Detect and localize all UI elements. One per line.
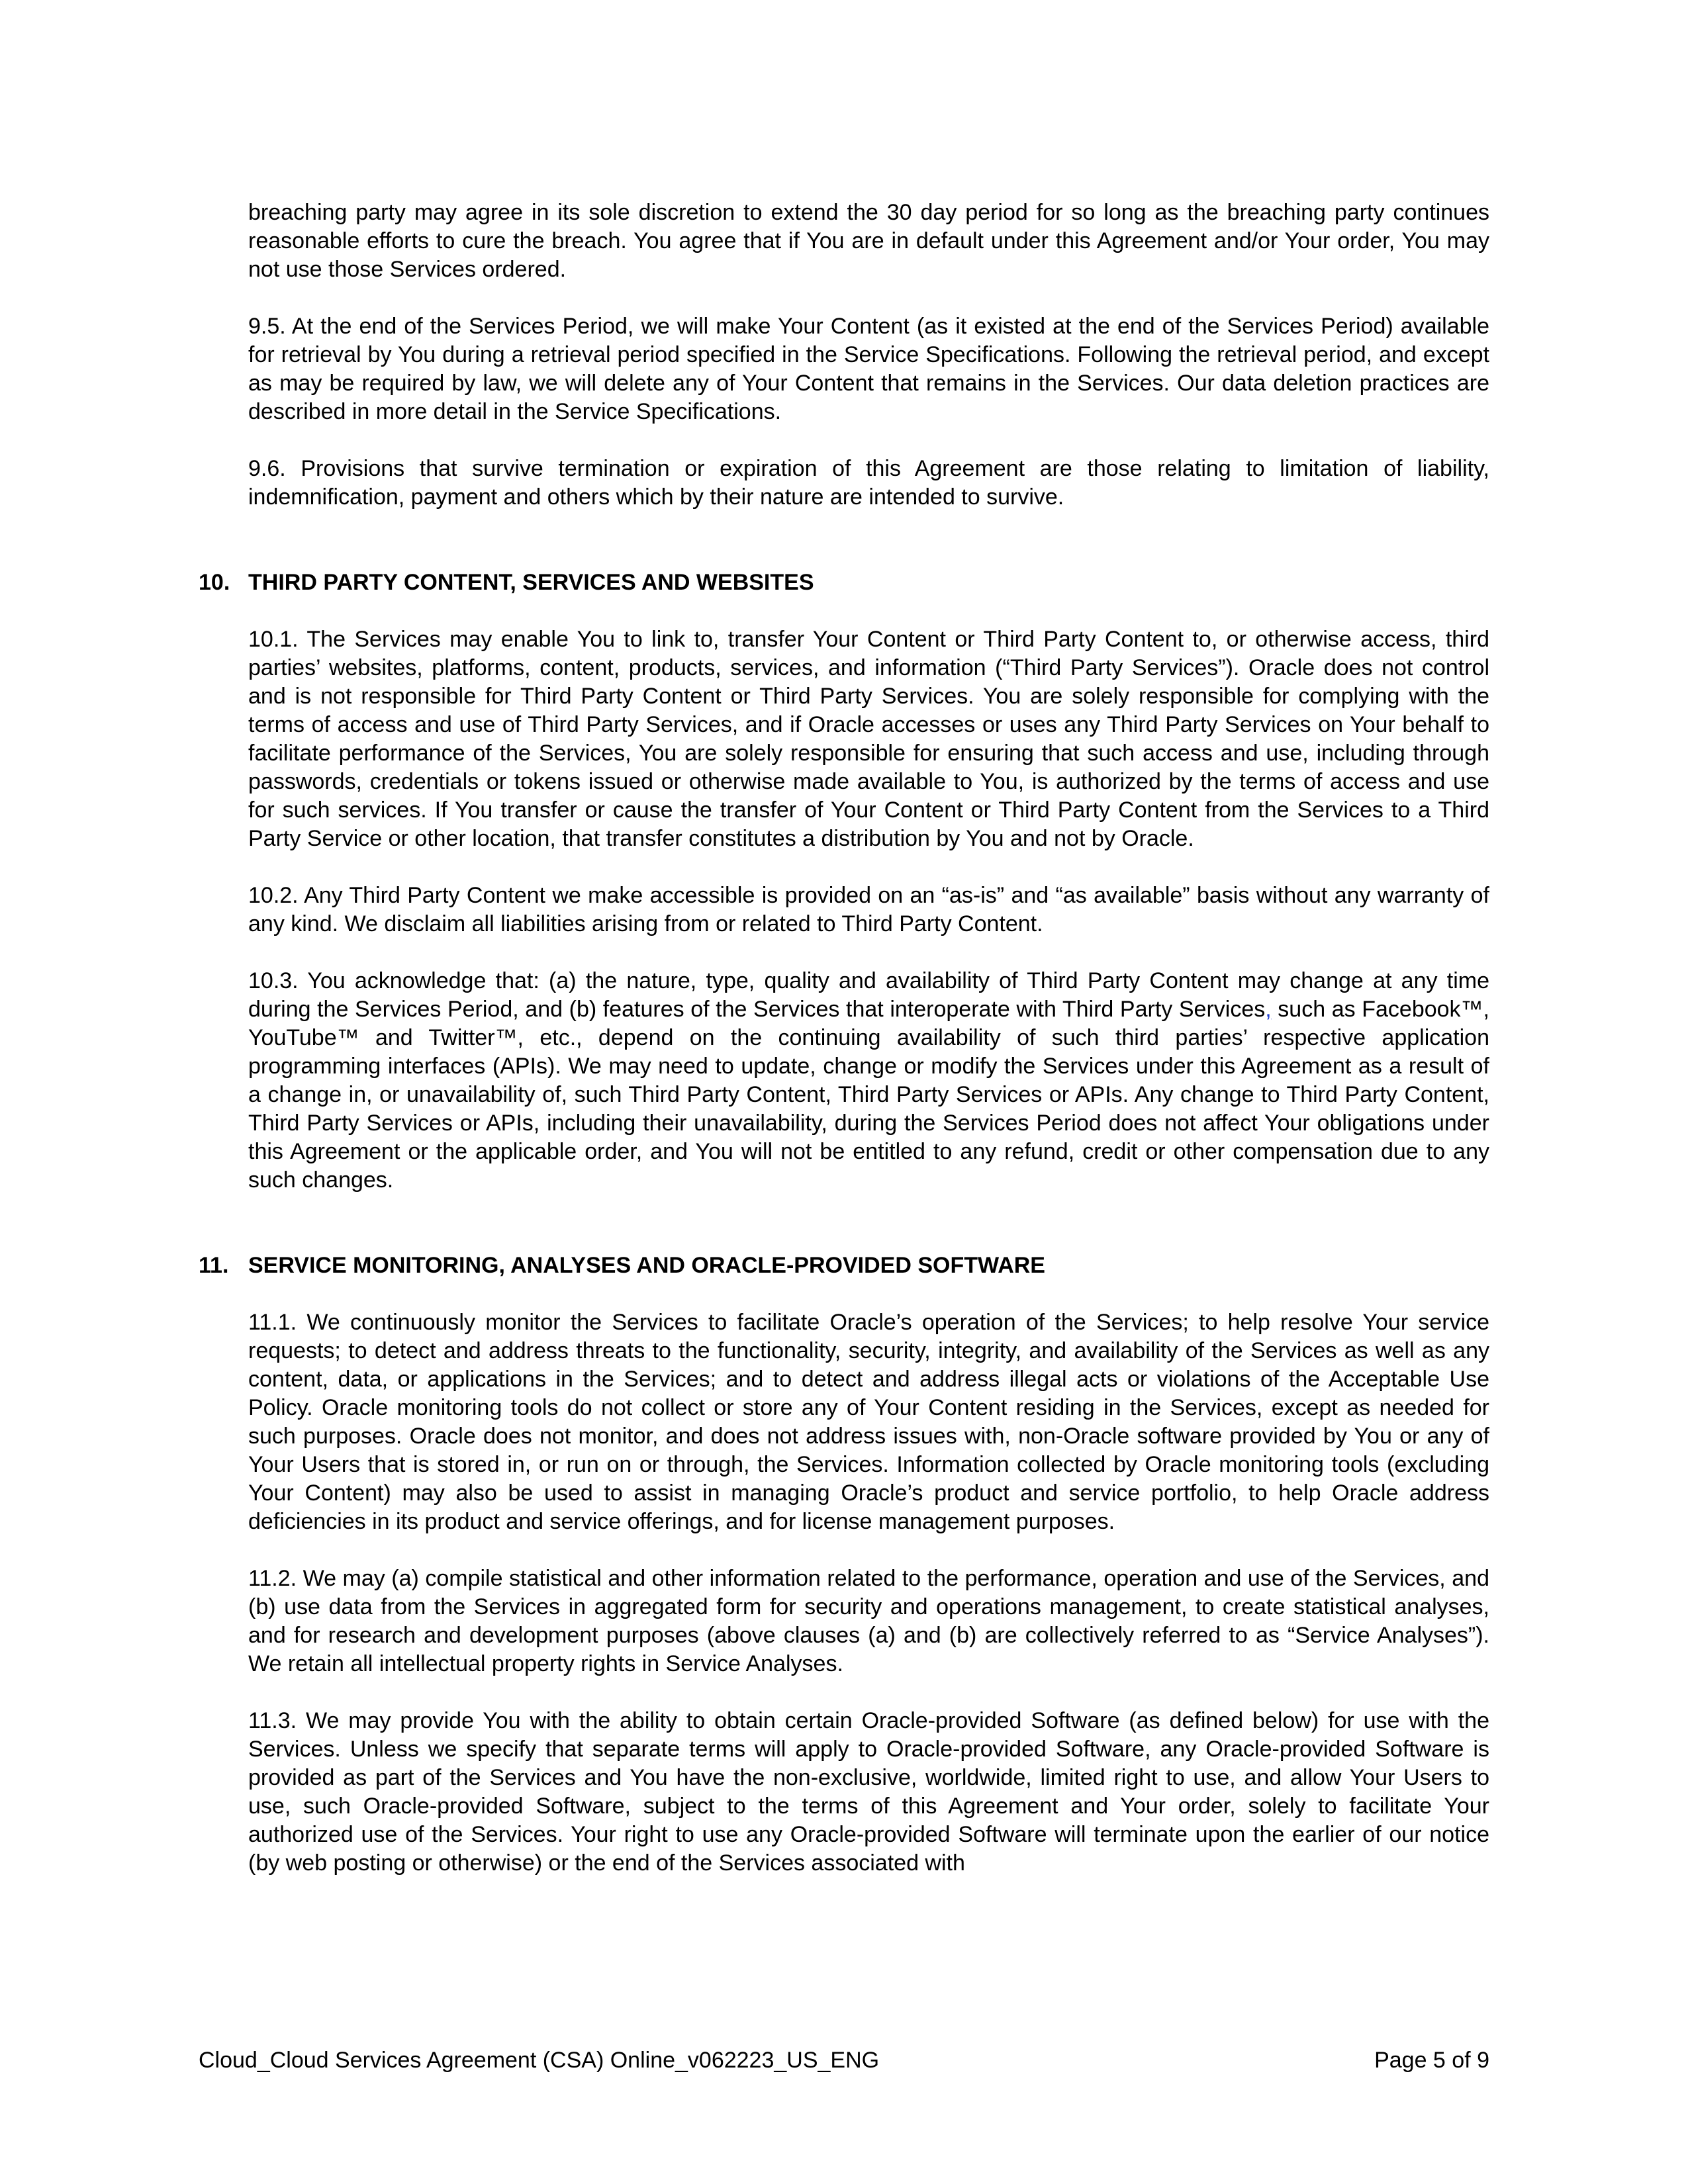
- footer-document-name: Cloud_Cloud Services Agreement (CSA) Online_v062223_US_ENG: [199, 2048, 880, 2073]
- paragraph-9-5: 9.5. At the end of the Services Period, we will make Your Content (as it existed at the end of the Services Period) available for retrieval by You during a retrieval period specified in the Service Specifications. Following the retrieval period, and except as may be required by law, we will delete any of Your Content that remains in the Services. Our data deletion practices are described in more detail in the Service Specifications.: [248, 314, 1489, 424]
- section-heading-11: [199, 1251, 1489, 1280]
- paragraph-9-4-continued: breaching party may agree in its sole discretion to extend the 30 day period for so long as the breaching party continues reasonable efforts to cure the breach. You agree that if You are in default under this Agreement and/or Your order, You may not use those Services ordered.: [248, 200, 1489, 282]
- inline-link[interactable]: ,: [1265, 997, 1272, 1022]
- section-number: 10.: [199, 570, 230, 595]
- paragraph-11-2: 11.2. We may (a) compile statistical and other information related to the performance, operation and use of the Services, and (b) use data from the Services in aggregated form for security and operations management, to create statistical analyses, and for research and development purposes (above clauses (a) and (b) are collectively referred to as “Service Analyses”). We retain all intellectual property rights in Service Analyses.: [248, 1566, 1489, 1676]
- footer-page-number: Page 5 of 9: [1374, 2048, 1489, 2073]
- page-footer: [199, 2046, 1489, 2075]
- paragraph-10-1: 10.1. The Services may enable You to link to, transfer Your Content or Third Party Content to, or otherwise access, third parties’ websites, platforms, content, products, services, and information (“Third Party Services”). Oracle does not control and is not responsible for Third Party Content or Third Party Services. You are solely responsible for complying with the terms of access and use of Third Party Services, and if Oracle accesses or uses any Third Party Services on Your behalf to facilitate performance of the Services, You are solely responsible for ensuring that such access and use, including through passwords, credentials or tokens issued or otherwise made available to You, is authorized by the terms of access and use for such services. If You transfer or cause the transfer of Your Content or Third Party Content from the Services to a Third Party Service or other location, that transfer constitutes a distribution by You and not by Oracle.: [248, 627, 1489, 851]
- section-heading-10: [199, 569, 1489, 597]
- paragraph-10-3-text-b: such as Facebook™, YouTube™ and Twitter™, etc., depend on the continuing availability of such third parties’ respective application programming interfaces (APIs). We may need to update, change or modify the Services under this Agreement as a result of a change in, or unavailability of, such Third Party Content, Third Party Services or APIs. Any change to Third Party Content, Third Party Services or APIs, including their unavailability, during the Services Period does not affect Your obligations under this Agreement or the applicable order, and You will not be entitled to any refund, credit or other compensation due to any such changes.: [248, 997, 1489, 1193]
- paragraph-10-3: [248, 967, 1489, 1195]
- paragraph-9-6: 9.6. Provisions that survive termination or expiration of this Agreement are those relating to limitation of liability, indemnification, payment and others which by their nature are intended to survive.: [248, 456, 1489, 510]
- paragraph-11-3: 11.3. We may provide You with the ability to obtain certain Oracle-provided Software (as defined below) for use with the Services. Unless we specify that separate terms will apply to Oracle-provided Software, any Oracle-provided Software is provided as part of the Services and You have the non-exclusive, worldwide, limited right to use, and allow Your Users to use, such Oracle-provided Software, subject to the terms of this Agreement and Your order, solely to facilitate Your authorized use of the Services. Your right to use any Oracle-provided Software will terminate upon the earlier of our notice (by web posting or otherwise) or the end of the Services associated with: [248, 1708, 1489, 1876]
- section-title: THIRD PARTY CONTENT, SERVICES AND WEBSITES: [248, 570, 814, 595]
- document-body: [199, 199, 1489, 1878]
- paragraph-10-2: 10.2. Any Third Party Content we make accessible is provided on an “as-is” and “as available” basis without any warranty of any kind. We disclaim all liabilities arising from or related to Third Party Content.: [248, 883, 1489, 936]
- section-number: 11.: [199, 1253, 229, 1278]
- paragraph-11-1: 11.1. We continuously monitor the Services to facilitate Oracle’s operation of the Services; to help resolve Your service requests; to detect and address threats to the functionality, security, integrity, and availability of the Services as well as any content, data, or applications in the Services; and to detect and address illegal acts or violations of the Acceptable Use Policy. Oracle monitoring tools do not collect or store any of Your Content residing in the Services, except as needed for such purposes. Oracle does not monitor, and does not address issues with, non-Oracle software provided by You or any of Your Users that is stored in, or run on or through, the Services. Information collected by Oracle monitoring tools (excluding Your Content) may also be used to assist in managing Oracle’s product and service portfolio, to help Oracle address deficiencies in its product and service offerings, and for license management purposes.: [248, 1310, 1489, 1534]
- paragraph-10-3-text-a: 10.3. You acknowledge that: (a) the nature, type, quality and availability of Third Party Content may change at any time during the Services Period, and (b) features of the Services that interoperate with Third Party Services: [248, 968, 1489, 1022]
- section-title: SERVICE MONITORING, ANALYSES AND ORACLE-PROVIDED SOFTWARE: [248, 1253, 1045, 1278]
